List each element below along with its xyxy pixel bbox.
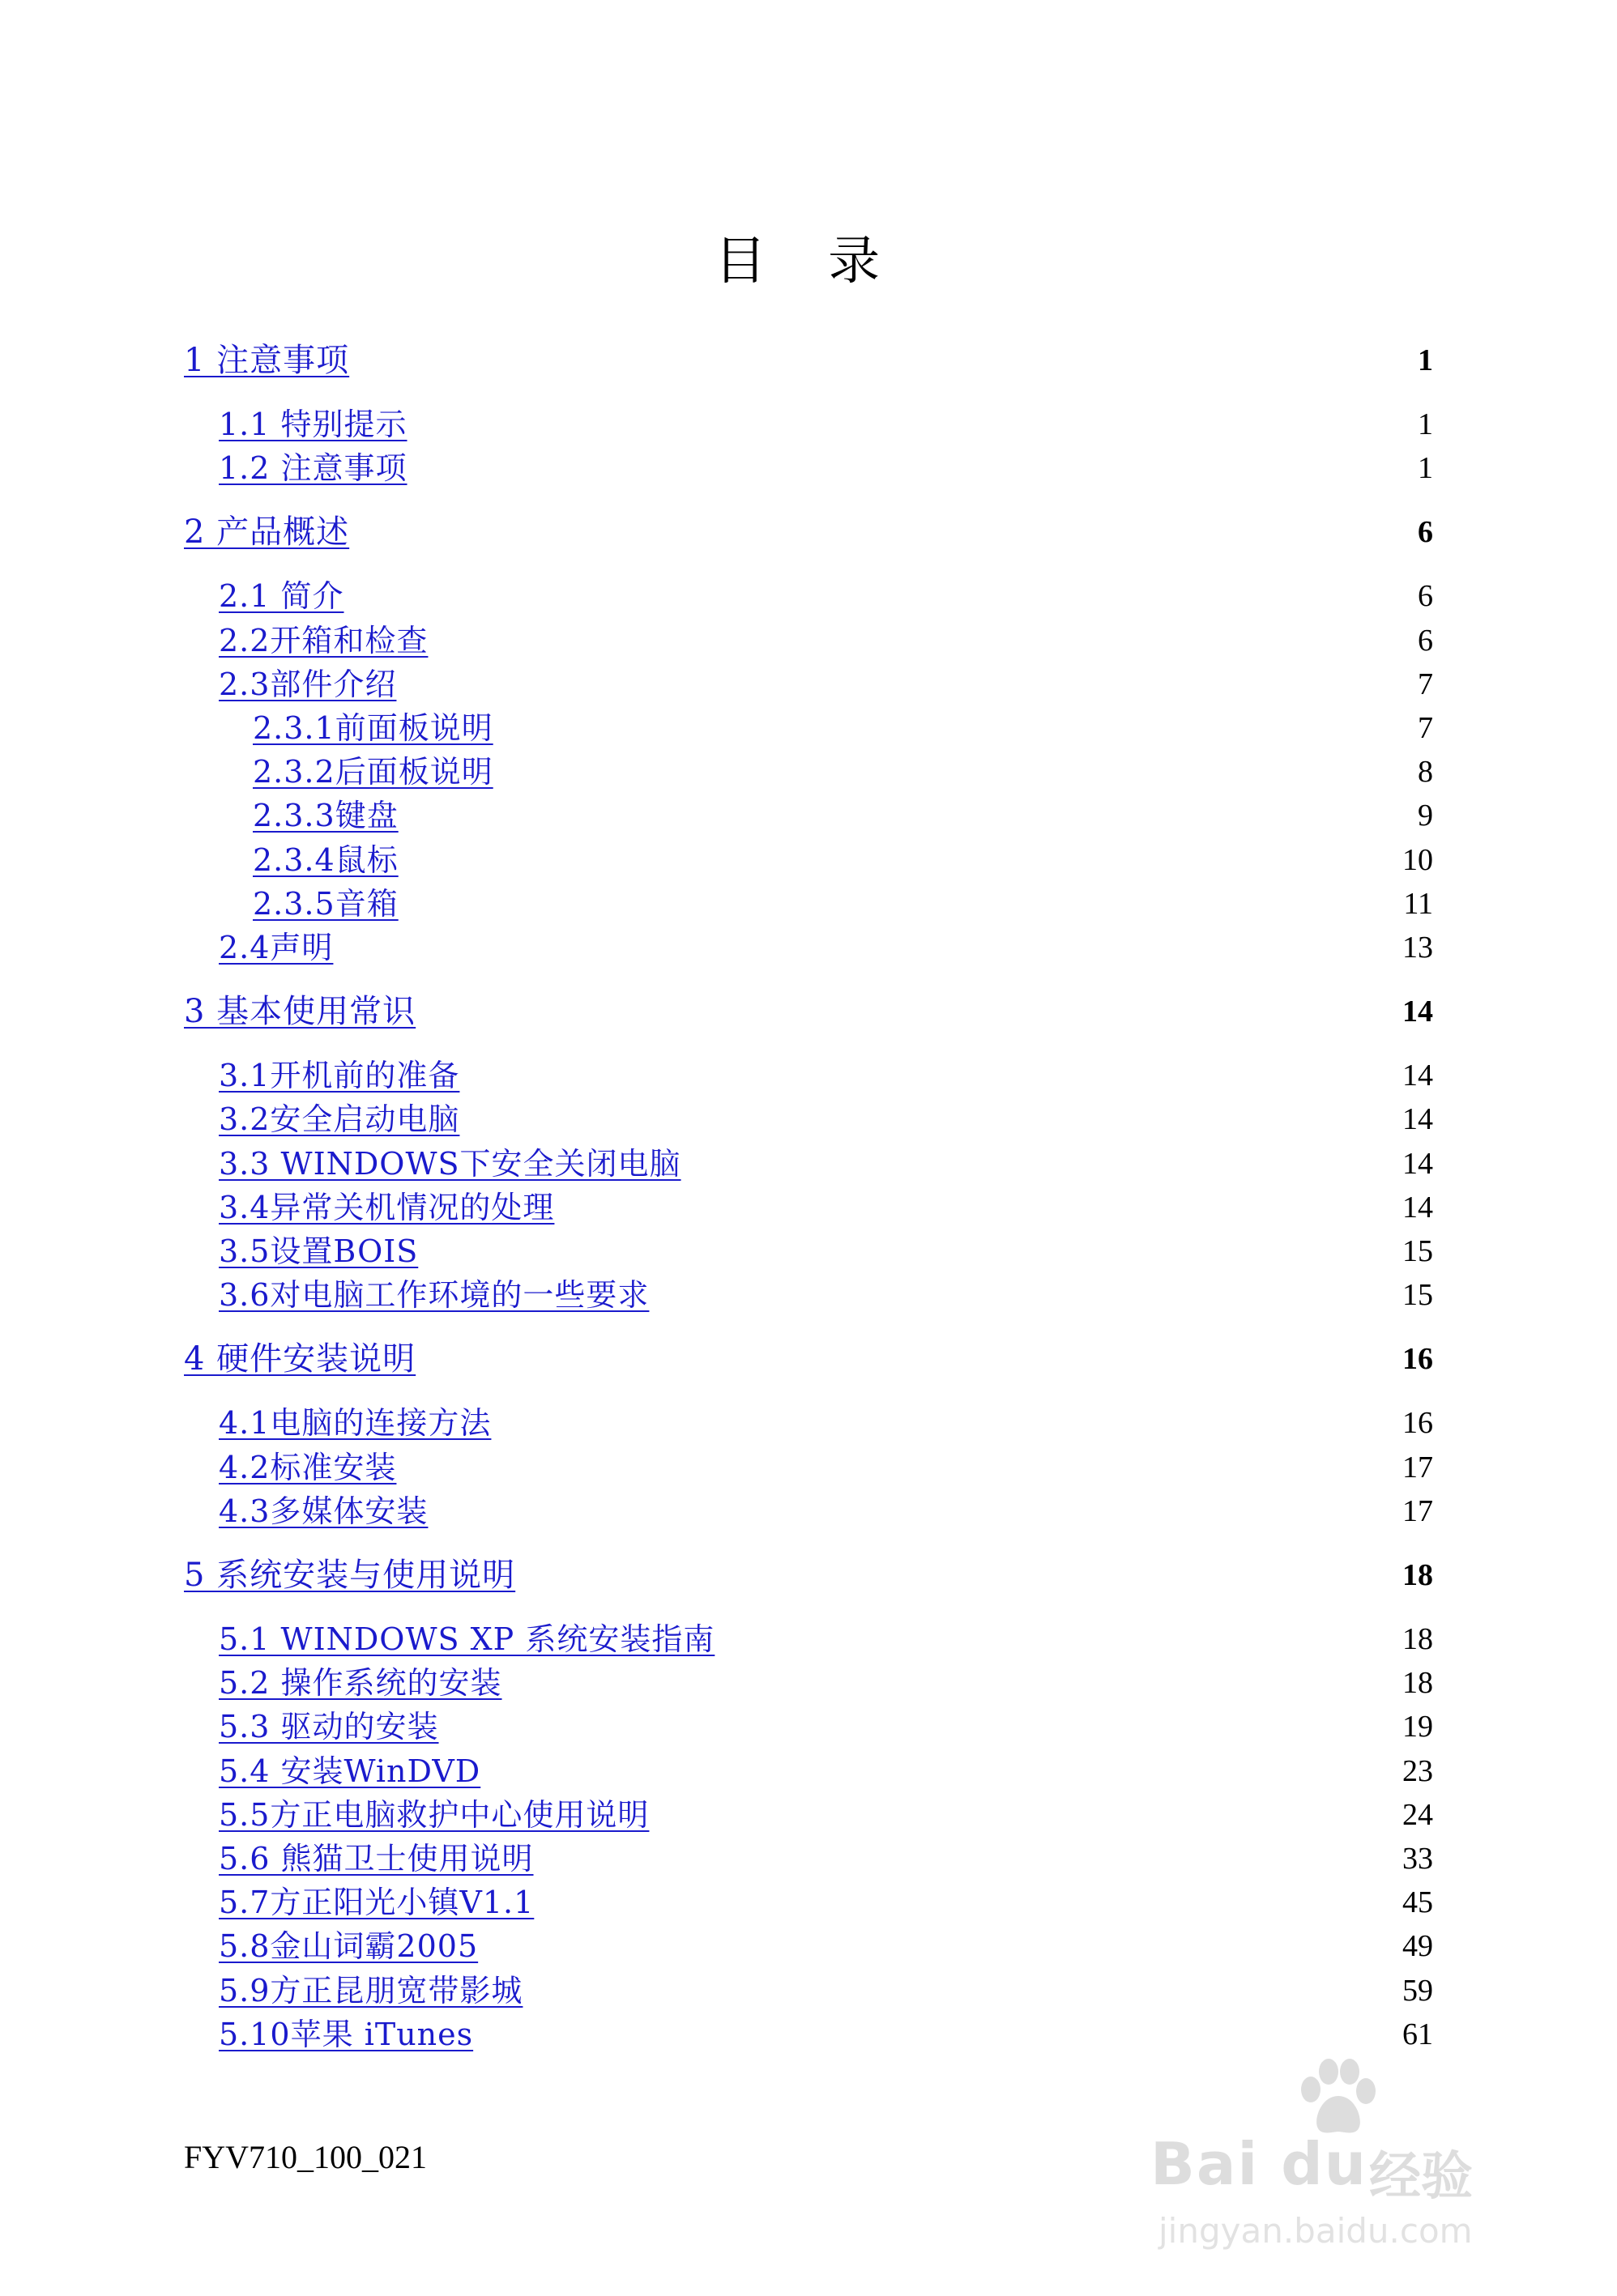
- page-title: 目 录: [714, 232, 903, 292]
- toc-entry-link[interactable]: 2 产品概述: [184, 513, 350, 552]
- toc-entry-page-number: 9: [1418, 799, 1433, 833]
- toc-entry: [0, 795, 1617, 836]
- toc-entry-link[interactable]: 1.2 注意事项: [219, 450, 407, 487]
- toc-entry-link[interactable]: 5.9方正昆朋宽带影城: [219, 1972, 523, 2008]
- toc-entry-link[interactable]: 2.3.5音箱: [253, 885, 399, 922]
- toc-entry-page-number: 14: [1402, 1059, 1433, 1093]
- toc-entry: [0, 1275, 1617, 1315]
- toc-entry-page-number: 7: [1418, 711, 1433, 745]
- toc-entry-page-number: 15: [1402, 1234, 1433, 1268]
- toc-entry-link[interactable]: 5.8金山词霸2005: [219, 1928, 479, 1965]
- toc-entry: [0, 1882, 1617, 1923]
- toc-entry-link[interactable]: 5.7方正阳光小镇V1.1: [219, 1885, 535, 1921]
- toc-entry: [0, 1055, 1617, 1096]
- toc-entry: [0, 1491, 1617, 1531]
- toc-entry: [0, 1751, 1617, 1791]
- toc-entry-page-number: 7: [1418, 667, 1433, 701]
- toc-entry-link[interactable]: 3.5设置BOIS: [219, 1233, 419, 1269]
- toc-entry-link[interactable]: 2.3.3键盘: [253, 798, 399, 834]
- toc-entry: [0, 927, 1617, 968]
- toc-entry-page-number: 8: [1418, 755, 1433, 790]
- toc-entry: [0, 840, 1617, 880]
- toc-entry-page-number: 14: [1402, 995, 1433, 1029]
- toc-entry-link[interactable]: 5.4 安装WinDVD: [219, 1753, 481, 1789]
- toc-entry-page-number: 61: [1402, 2017, 1433, 2051]
- toc-entry-page-number: 45: [1402, 1885, 1433, 1920]
- toc-entry: [0, 1970, 1617, 2011]
- toc-entry-page-number: 16: [1402, 1342, 1433, 1377]
- toc-entry: [0, 1403, 1617, 1443]
- toc-entry: [0, 1144, 1617, 1184]
- toc-entry: [0, 752, 1617, 792]
- toc-entry-page-number: 14: [1402, 1102, 1433, 1137]
- toc-entry-link[interactable]: 2.3部件介绍: [219, 666, 397, 702]
- toc-entry: [0, 620, 1617, 661]
- toc-entry-page-number: 11: [1403, 886, 1433, 921]
- toc-entry-page-number: 17: [1402, 1450, 1433, 1485]
- toc-entry-link[interactable]: 4.1电脑的连接方法: [219, 1405, 492, 1442]
- toc-entry-link[interactable]: 3 基本使用常识: [184, 993, 416, 1031]
- toc-entry: [0, 1187, 1617, 1228]
- toc-entry-link[interactable]: 4 硬件安装说明: [184, 1340, 416, 1378]
- toc-entry-link[interactable]: 2.4声明: [219, 930, 334, 965]
- baidu-paw-icon: [1293, 2057, 1382, 2138]
- toc-entry-link[interactable]: 3.3 WINDOWS下安全关闭电脑: [219, 1145, 681, 1182]
- toc-entry: [0, 576, 1617, 616]
- toc-entry: [0, 1795, 1617, 1835]
- toc-entry: [0, 1555, 1617, 1595]
- toc-entry-link[interactable]: 1.1 特别提示: [219, 407, 407, 442]
- toc-entry: [0, 991, 1617, 1032]
- toc-entry-page-number: 59: [1402, 1973, 1433, 2008]
- toc-entry-page-number: 14: [1402, 1146, 1433, 1181]
- toc-entry-link[interactable]: 5.6 熊猫卫士使用说明: [219, 1841, 534, 1876]
- toc-entry: [0, 1706, 1617, 1747]
- toc-entry-link[interactable]: 1 注意事项: [184, 342, 350, 379]
- toc-entry: [0, 1339, 1617, 1379]
- toc-entry-link[interactable]: 2.1 简介: [219, 578, 344, 615]
- toc-entry-page-number: 6: [1418, 515, 1433, 550]
- toc-entry-link[interactable]: 3.1开机前的准备: [219, 1058, 460, 1094]
- toc-entry-page-number: 49: [1402, 1929, 1433, 1964]
- toc-entry-link[interactable]: 5 系统安装与使用说明: [184, 1557, 516, 1594]
- toc-entry: [0, 1663, 1617, 1703]
- toc-entry: [0, 664, 1617, 705]
- toc-entry-link[interactable]: 2.2开箱和检查: [219, 622, 429, 658]
- watermark-product: 经验: [1369, 2147, 1473, 2207]
- toc-entry-page-number: 17: [1402, 1493, 1433, 1528]
- toc-entry-page-number: 15: [1402, 1278, 1433, 1313]
- toc-entry-page-number: 24: [1402, 1797, 1433, 1832]
- watermark-url: jingyan.baidu.com: [1158, 2211, 1473, 2251]
- toc-entry-link[interactable]: 3.2安全启动电脑: [219, 1101, 460, 1138]
- toc-entry-page-number: 33: [1402, 1842, 1433, 1876]
- toc-entry-link[interactable]: 5.2 操作系统的安装: [219, 1665, 502, 1702]
- toc-entry: [0, 340, 1617, 381]
- toc-entry-link[interactable]: 5.1 WINDOWS XP 系统安装指南: [219, 1621, 715, 1657]
- toc-entry: [0, 2014, 1617, 2055]
- toc-entry-page-number: 16: [1402, 1406, 1433, 1441]
- toc-entry-page-number: 6: [1418, 579, 1433, 614]
- baidu-jingyan-watermark: [1134, 2057, 1523, 2251]
- toc-entry-link[interactable]: 5.10苹果 iTunes: [219, 2016, 474, 2052]
- toc-entry-page-number: 10: [1402, 842, 1433, 877]
- toc-entry-link[interactable]: 2.3.1前面板说明: [253, 710, 493, 746]
- toc-entry-page-number: 6: [1418, 623, 1433, 658]
- toc-entry: [0, 1099, 1617, 1139]
- toc-entry: [0, 708, 1617, 748]
- document-code: FYV710_100_021: [184, 2139, 428, 2175]
- toc-entry-link[interactable]: 2.3.2后面板说明: [253, 754, 493, 790]
- toc-entry: [0, 1619, 1617, 1659]
- toc-entry-page-number: 1: [1418, 343, 1433, 377]
- toc-entry-page-number: 18: [1402, 1666, 1433, 1701]
- toc-entry-link[interactable]: 4.2标准安装: [219, 1449, 397, 1485]
- toc-entry: [0, 884, 1617, 924]
- toc-entry: [0, 1447, 1617, 1488]
- toc-entry-page-number: 19: [1402, 1710, 1433, 1744]
- toc-entry-page-number: 18: [1402, 1622, 1433, 1656]
- toc-entry: [0, 512, 1617, 552]
- toc-entry-link[interactable]: 5.3 驱动的安装: [219, 1709, 439, 1745]
- toc-entry: [0, 1838, 1617, 1879]
- toc-entry-page-number: 1: [1418, 407, 1433, 441]
- toc-entry-page-number: 1: [1418, 451, 1433, 486]
- toc-entry-link[interactable]: 4.3多媒体安装: [219, 1493, 429, 1529]
- toc-entry-page-number: 23: [1402, 1753, 1433, 1788]
- toc-entry: [0, 404, 1617, 445]
- toc-entry-page-number: 13: [1402, 931, 1433, 965]
- toc-entry-link[interactable]: 5.5方正电脑救护中心使用说明: [219, 1796, 650, 1833]
- toc-entry-page-number: 14: [1402, 1190, 1433, 1225]
- toc-entry-link[interactable]: 2.3.4鼠标: [253, 841, 399, 878]
- toc-entry-link[interactable]: 3.4异常关机情况的处理: [219, 1189, 555, 1225]
- toc-entry-link[interactable]: 3.6对电脑工作环境的一些要求: [219, 1277, 650, 1314]
- watermark-brand: Bai du: [1150, 2130, 1368, 2198]
- toc-entry: [0, 1926, 1617, 1966]
- toc-entry: [0, 448, 1617, 488]
- toc-entry: [0, 1231, 1617, 1272]
- toc-entry-page-number: 18: [1402, 1558, 1433, 1592]
